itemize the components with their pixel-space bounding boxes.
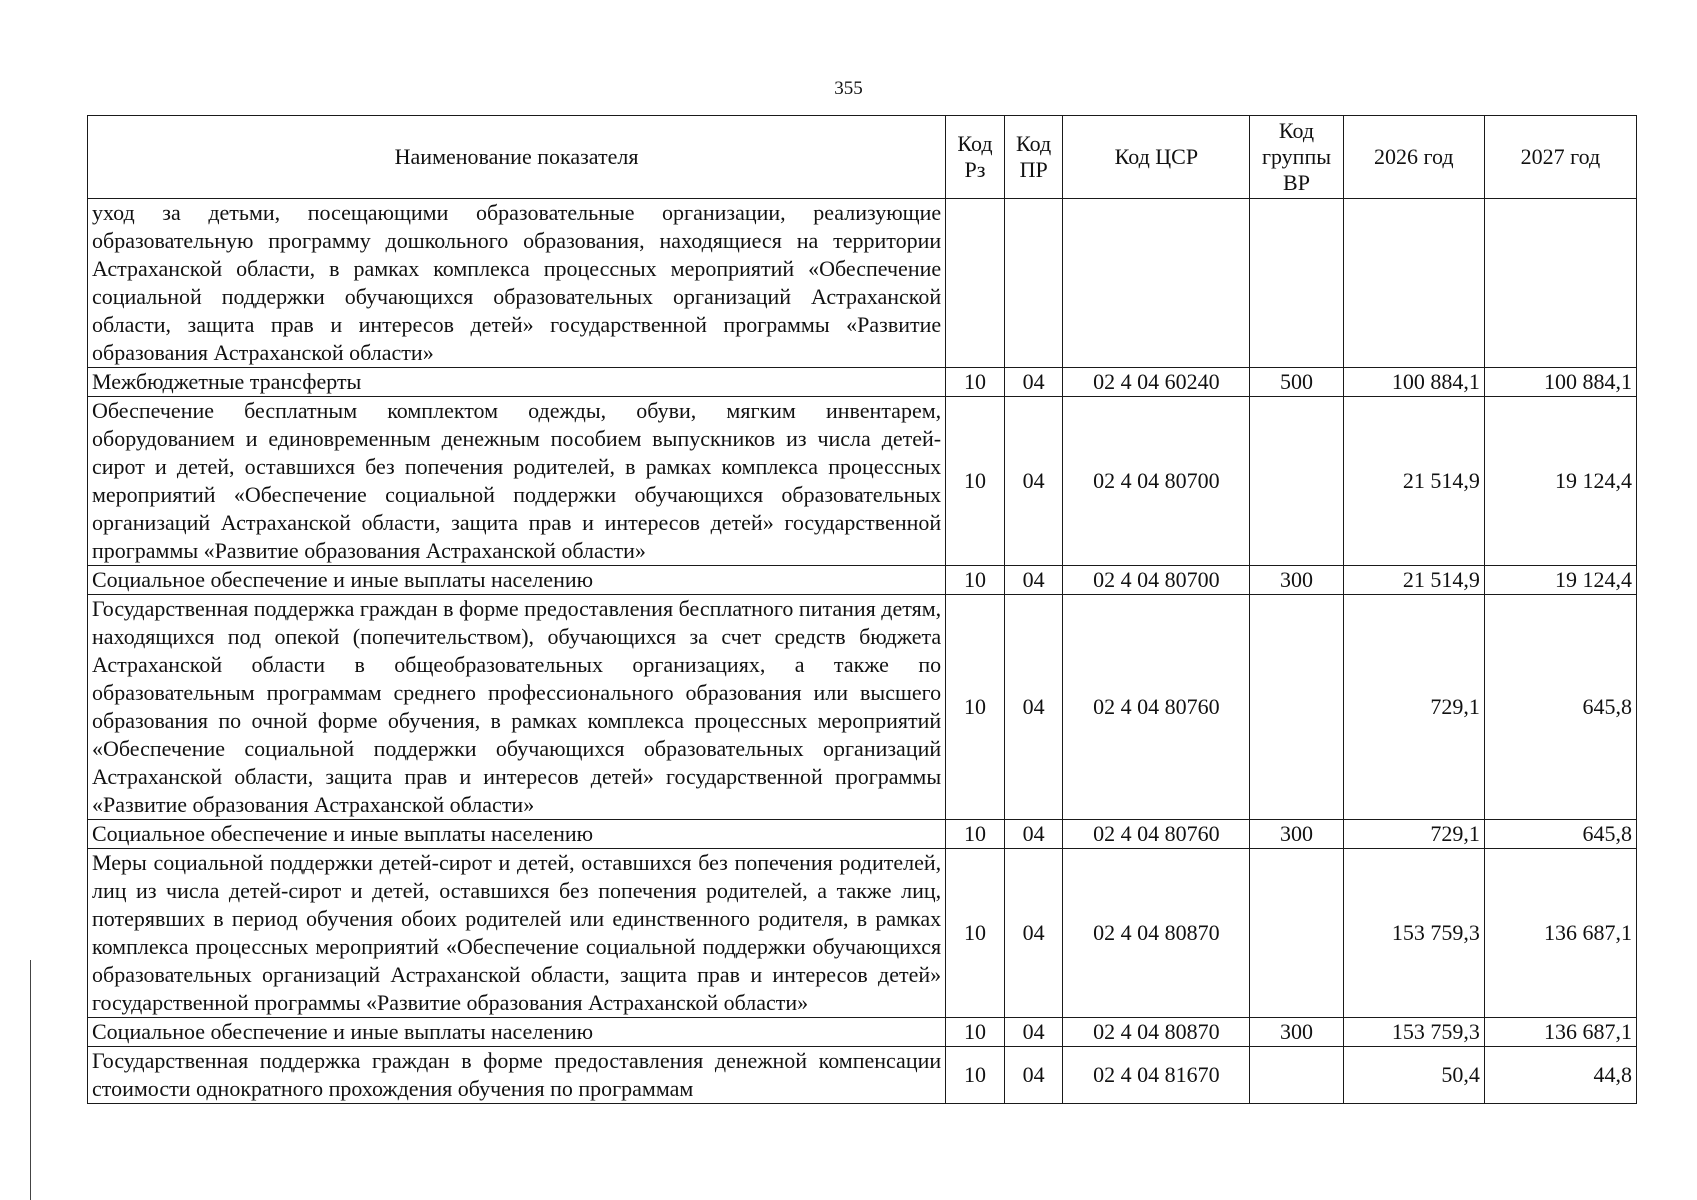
row-name: Социальное обеспечение и иные выплаты населению [88,1018,946,1047]
row-vr [1250,397,1343,566]
row-csr: 02 4 04 80870 [1063,1018,1250,1047]
row-pr [1004,199,1063,368]
margin-rule [30,960,31,1200]
row-2026: 50,4 [1343,1047,1484,1104]
row-rz: 10 [946,1018,1005,1047]
row-csr: 02 4 04 80700 [1063,397,1250,566]
row-name: Социальное обеспечение и иные выплаты населению [88,566,946,595]
row-2026 [1343,199,1484,368]
table-body [88,199,1637,1104]
row-rz: 10 [946,397,1005,566]
row-pr: 04 [1004,368,1063,397]
row-2026: 100 884,1 [1343,368,1484,397]
row-name: Государственная поддержка граждан в форме предоставления денежной компенсации стоимости однократного прохождения обучения по программам [88,1047,946,1104]
row-rz: 10 [946,566,1005,595]
table-row [88,1018,1637,1047]
header-rz: Код Рз [946,116,1005,199]
row-2026: 21 514,9 [1343,566,1484,595]
table-header [88,116,1637,199]
row-vr: 300 [1250,1018,1343,1047]
row-vr: 300 [1250,566,1343,595]
row-name: Государственная поддержка граждан в форме предоставления бесплатного питания детям, находящихся под опекой (попечительством), обучающихся за счет средств бюджета Астраханской области в общеобразовательных организациях, а также по образовательным программам среднего профессионального образования или высшего образования по очной форме обучения, в рамках комплекса процессных мероприятий «Обеспечение социальной поддержки обучающихся образовательных организаций Астраханской области, защита прав и интересов детей» государственной программы «Развитие образования Астраханской области» [88,595,946,820]
row-name: Социальное обеспечение и иные выплаты населению [88,820,946,849]
table-row [88,1047,1637,1104]
header-2026: 2026 год [1343,116,1484,199]
row-2027: 136 687,1 [1484,1018,1636,1047]
row-vr [1250,849,1343,1018]
row-rz: 10 [946,1047,1005,1104]
row-vr: 300 [1250,820,1343,849]
header-row [88,116,1637,199]
row-name: Меры социальной поддержки детей-сирот и детей, оставшихся без попечения родителей, лиц из числа детей-сирот и детей, оставшихся без попечения родителей, а также лиц, потерявших в период обучения обоих родителей или единственного родителя, в рамках комплекса процессных мероприятий «Обеспечение социальной поддержки обучающихся образовательных организаций Астраханской области, защита прав и интересов детей» государственной программы «Развитие образования Астраханской области» [88,849,946,1018]
table-row [88,397,1637,566]
header-name: Наименование показателя [88,116,946,199]
row-2027: 645,8 [1484,820,1636,849]
row-csr: 02 4 04 60240 [1063,368,1250,397]
row-pr: 04 [1004,595,1063,820]
row-2027: 645,8 [1484,595,1636,820]
row-rz: 10 [946,368,1005,397]
row-csr: 02 4 04 80700 [1063,566,1250,595]
row-name: Межбюджетные трансферты [88,368,946,397]
row-pr: 04 [1004,1047,1063,1104]
row-pr: 04 [1004,397,1063,566]
row-vr [1250,1047,1343,1104]
row-rz [946,199,1005,368]
row-pr: 04 [1004,820,1063,849]
row-rz: 10 [946,820,1005,849]
row-csr [1063,199,1250,368]
row-csr: 02 4 04 81670 [1063,1047,1250,1104]
row-pr: 04 [1004,1018,1063,1047]
row-csr: 02 4 04 80760 [1063,595,1250,820]
header-2027: 2027 год [1484,116,1636,199]
table-row [88,199,1637,368]
header-vr: Код группы ВР [1250,116,1343,199]
table-row [88,566,1637,595]
row-vr [1250,199,1343,368]
row-vr: 500 [1250,368,1343,397]
row-2027: 136 687,1 [1484,849,1636,1018]
row-2027: 100 884,1 [1484,368,1636,397]
row-name: уход за детьми, посещающими образовательные организации, реализующие образовательную программу дошкольного образования, находящиеся на территории Астраханской области, в рамках комплекса процессных мероприятий «Обеспечение социальной поддержки обучающихся образовательных организаций Астраханской области, защита прав и интересов детей» государственной программы «Развитие образования Астраханской области» [88,199,946,368]
header-pr: Код ПР [1004,116,1063,199]
row-csr: 02 4 04 80870 [1063,849,1250,1018]
table-row [88,595,1637,820]
row-rz: 10 [946,595,1005,820]
table-row [88,849,1637,1018]
page-number: 355 [834,78,863,99]
row-2027: 44,8 [1484,1047,1636,1104]
row-pr: 04 [1004,566,1063,595]
row-2026: 153 759,3 [1343,849,1484,1018]
row-name: Обеспечение бесплатным комплектом одежды, обуви, мягким инвентарем, оборудованием и единовременным денежным пособием выпускников из числа детей-сирот и детей, оставшихся без попечения родителей, в рамках комплекса процессных мероприятий «Обеспечение социальной поддержки обучающихся образовательных организаций Астраханской области, защита прав и интересов детей» государственной программы «Развитие образования Астраханской области» [88,397,946,566]
row-2027 [1484,199,1636,368]
row-2026: 729,1 [1343,595,1484,820]
table-row [88,368,1637,397]
row-rz: 10 [946,849,1005,1018]
row-pr: 04 [1004,849,1063,1018]
row-csr: 02 4 04 80760 [1063,820,1250,849]
row-2027: 19 124,4 [1484,397,1636,566]
budget-table [87,115,1637,1104]
table-row [88,820,1637,849]
row-2026: 729,1 [1343,820,1484,849]
row-2027: 19 124,4 [1484,566,1636,595]
row-vr [1250,595,1343,820]
header-csr: Код ЦСР [1063,116,1250,199]
row-2026: 21 514,9 [1343,397,1484,566]
row-2026: 153 759,3 [1343,1018,1484,1047]
